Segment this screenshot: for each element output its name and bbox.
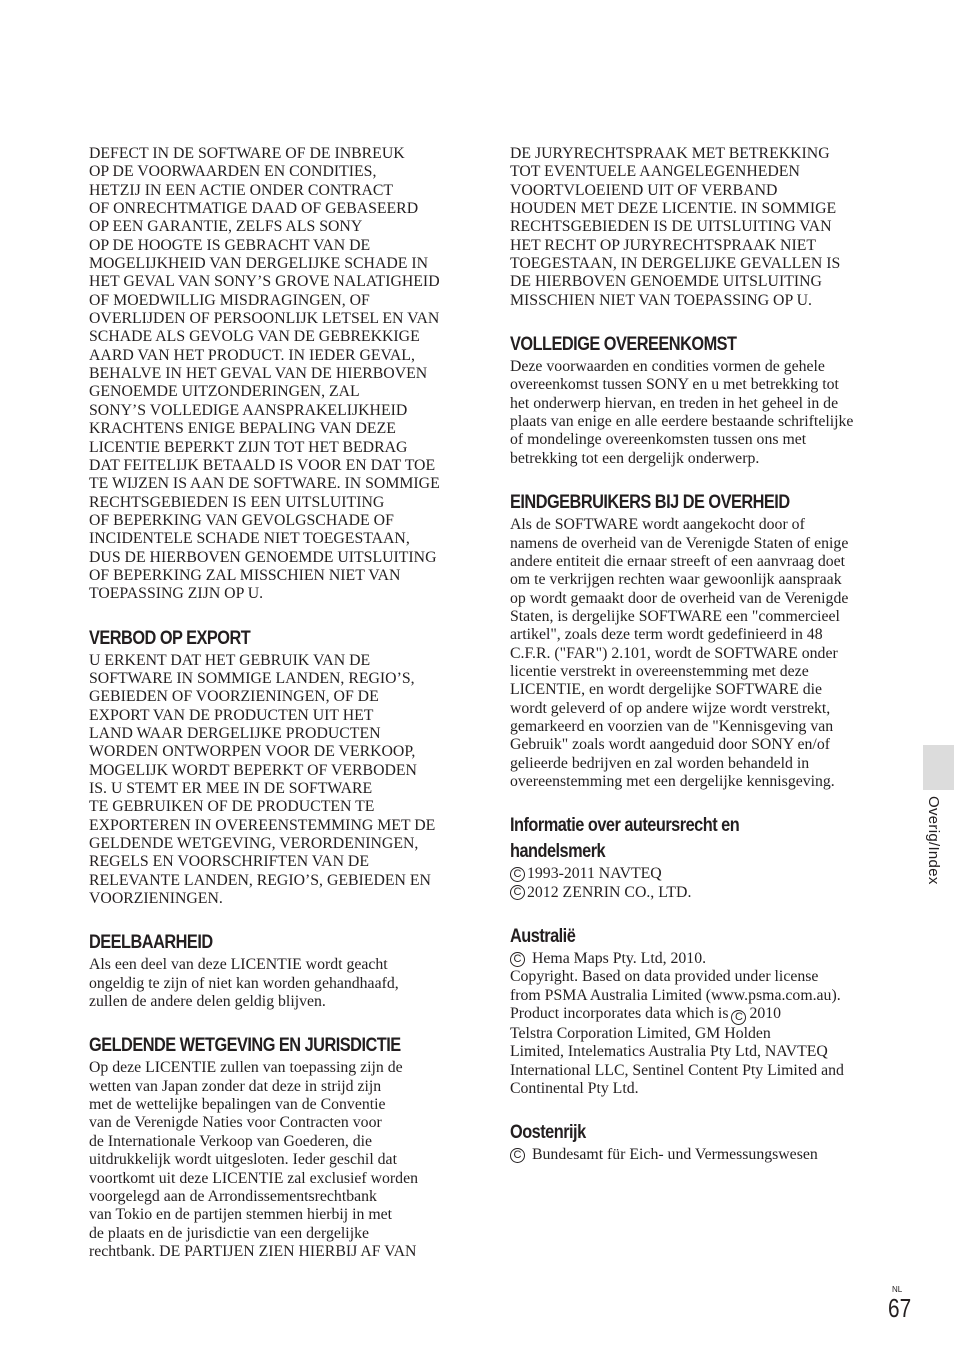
section-text	[510, 968, 882, 1098]
copyright-icon: C	[510, 952, 525, 967]
side-index-label: Overig/Index	[925, 796, 942, 885]
section-text: Als een deel van deze LICENTIE wordt geacht ongeldig te zijn of niet kan worden gehandhaafd, zullen de andere delen geldig blijven.	[89, 956, 399, 1011]
section-heading: VERBOD OP EXPORT	[89, 627, 251, 649]
australia-text-before: Copyright. Based on data provided under license from PSMA Australia Limited (www.psma.com.au). Product incorporates data which is	[510, 968, 841, 1023]
left-intro-text: DEFECT IN DE SOFTWARE OF DE INBREUK OP DE VOORWAARDEN EN CONDITIES, HETZIJ IN EEN ACTIE ONDER CONTRACT OF ONRECHTMATIGE DAAD OF GEBASEERD OP EEN GARANTIE, ZELFS ALS SONY OP DE HOOGTE IS GEBRACHT VAN DE MOGELIJKHEID VAN DERGELIJKE SCHADE IN HET GEVAL VAN SONY’S GROVE NALATIGHEID OF MOEDWILLIG MISDRAGINGEN, OF OVERLIJDEN OF PERSOONLIJK LETSEL EN VAN SCHADE ALS GEVOLG VAN DE GEBREKKIGE AARD VAN HET PRODUCT. IN IEDER GEVAL, BEHALVE IN HET GEVAL VAN DE HIERBOVEN GENOEMDE UITZONDERINGEN, ZAL SONY’S VOLLEDIGE AANSPRAKELIJKHEID KRACHTENS ENIGE BEPALING VAN DEZE LICENTIE BEPERKT ZIJN TOT HET BEDRAG DAT FEITELIJK BETAALD IS VOOR EN DAT TOE TE WIJZEN IS AAN DE SOFTWARE. IN SOMMIGE RECHTSGEBIEDEN IS EEN UITSLUITING OF BEPERKING VAN GEVOLGSCHADE OF INCIDENTELE SCHADE NIET TOEGESTAAN, DUS DE HIERBOVEN GENOEMDE UITSLUITING OF BEPERKING ZAL MISSCHIEN NIET VAN TOEPASSING ZIJN OP U.	[89, 145, 440, 603]
copyright-icon: C	[510, 885, 525, 900]
section-heading: Oostenrijk	[510, 1122, 586, 1144]
left-column	[89, 145, 461, 1261]
copyright-icon: C	[510, 867, 525, 882]
section-australia	[510, 924, 882, 1098]
copyright-text: Hema Maps Pty. Ltd, 2010.	[532, 950, 707, 967]
section-heading: DEELBAARHEID	[89, 932, 213, 954]
section-export	[89, 626, 461, 909]
section-text: Als de SOFTWARE wordt aangekocht door of namens de overheid van de Verenigde Staten of enige andere entiteit die ernaar streeft of een aanvraag doet om te verkrijgen rechten waar gewoonlijk aanspraak op wordt gemaakt door de overheid van de Verenigde Staten, is dergelijke SOFTWARE een "commercieel artikel", zoals deze term wordt gedefinieerd in 48 C.F.R. ("FAR") 2.101, wordt de SOFTWARE onder licentie verstrekt in overeenstemming met deze LICENTIE, en wordt dergelijke SOFTWARE die wordt geleverd of op andere wijze wordt verstrekt, gemarkeerd en voorzien van de "Kennisgeving van Gebruik" zoals wordt aangeduid door SONY en/of gelieerde bedrijven en zal worden behandeld in overeenstemming met een dergelijke kennisgeving.	[510, 516, 849, 790]
copyright-line	[510, 865, 882, 883]
section-copyright-trademark	[510, 813, 882, 902]
right-intro-text: DE JURYRECHTSPRAAK MET BETREKKING TOT EVENTUELE AANGELEGENHEDEN VOORTVLOEIEND UIT OF VERBAND HOUDEN MET DEZE LICENTIE. IN SOMMIGE RECHTSGEBIEDEN IS DE UITSLUITING VAN HET RECHT OP JURYRECHTSPRAAK NIET TOEGESTAAN, IN DERGELIJKE GEVALLEN IS DE HIERBOVEN GENOEMDE UITSLUITING MISSCHIEN NIET VAN TOEPASSING OP U.	[510, 145, 841, 309]
copyright-line	[510, 884, 882, 902]
copyright-line	[510, 1146, 882, 1164]
copyright-icon: C	[731, 1010, 746, 1025]
copyright-text: Bundesamt für Eich- und Vermessungswesen	[532, 1146, 818, 1164]
copyright-text: 2012 ZENRIN CO., LTD.	[527, 883, 692, 901]
section-heading: Australië	[510, 926, 576, 947]
right-column	[510, 145, 882, 1165]
section-text: Op deze LICENTIE zullen van toepassing zijn de wetten van Japan zonder dat deze in strijd zijn met de wettelijke bepalingen van de Conventie van de Verenigde Naties voor Contracten voor de Internationale Verkoop van Goederen, die uitdrukkelijk wordt uitgesloten. Ieder geschil dat voortkomt uit deze LICENTIE zal exclusief worden voorgelegd aan de Arrondissementsrechtbank van Tokio en de partijen stemmen hierbij in met de plaats en de jurisdictie van een dergelijke rechtbank. DE PARTIJEN ZIEN HIERBIJ AF VAN	[89, 1059, 418, 1260]
section-heading: GELDENDE WETGEVING EN JURISDICTIE	[89, 1035, 401, 1057]
section-entire-agreement	[510, 332, 882, 468]
section-austria	[510, 1120, 882, 1164]
section-severability	[89, 930, 461, 1011]
language-code: NL	[892, 1285, 903, 1294]
side-index-tab	[923, 745, 954, 790]
section-text: U ERKENT DAT HET GEBRUIK VAN DE SOFTWARE IN SOMMIGE LANDEN, REGIO’S, GEBIEDEN OF VOORZIENINGEN, OF DE EXPORT VAN DE PRODUCTEN UIT HET LAND WAAR DERGELIJKE PRODUCTEN WORDEN ONTWORPEN VOOR DE VERKOOP, MOGELIJK WORDT BEPERKT OF VERBODEN IS. U STEMT ER MEE IN DE SOFTWARE TE GEBRUIKEN OF DE PRODUCTEN TE EXPORTEREN IN OVEREENSTEMMING MET DE GELDENDE WETGEVING, VERORDENINGEN, REGELS EN VOORSCHRIFTEN VAN DE RELEVANTE LANDEN, REGIO’S, GEBIEDEN EN VOORZIENINGEN.	[89, 651, 436, 908]
copyright-icon: C	[510, 1148, 525, 1163]
section-heading: Informatie over auteursrecht en	[510, 815, 740, 837]
section-text: Deze voorwaarden en condities vormen de gehele overeenkomst tussen SONY en u met betrekking tot het onderwerp hiervan, en treden in het geheel in de plaats van enige en alle eerdere bestaande schriftelijke of mondelinge overeenkomsten tussen ons met betrekking tot een dergelijk onderwerp.	[510, 358, 854, 467]
section-government-users	[510, 490, 882, 791]
section-governing-law	[89, 1033, 461, 1261]
copyright-line	[510, 950, 882, 968]
copyright-text: 1993-2011 NAVTEQ	[527, 865, 662, 883]
section-heading-continued: handelsmerk	[510, 841, 606, 863]
section-heading: EINDGEBRUIKERS BIJ DE OVERHEID	[510, 492, 790, 514]
australia-text-after: 2010 Telstra Corporation Limited, GM Holden Limited, Intelematics Australia Pty Ltd, NAVTEQ International LLC, Sentinel Content Pty Limited and Continental Pty Ltd.	[510, 1005, 844, 1098]
page-number: 67	[888, 1293, 912, 1323]
section-heading: VOLLEDIGE OVEREENKOMST	[510, 334, 737, 356]
